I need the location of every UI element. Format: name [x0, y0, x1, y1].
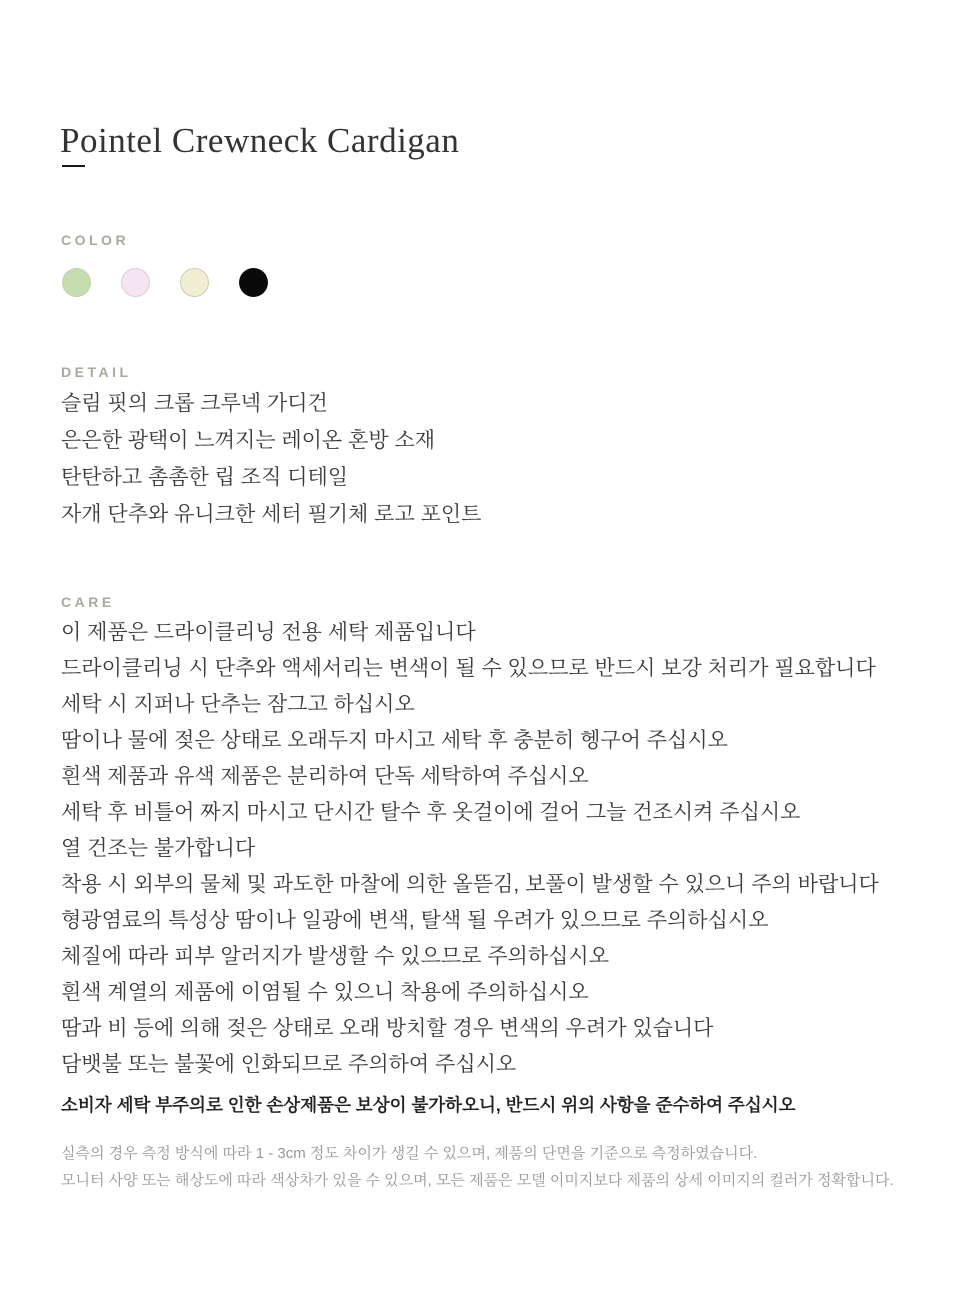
- color-section-label: COLOR: [61, 232, 130, 248]
- care-section-label: CARE: [61, 594, 115, 610]
- care-text-block: [61, 615, 879, 1083]
- footnote-line: 모니터 사양 또는 해상도에 따라 색상차가 있을 수 있으며, 모든 제품은 모델 이미지보다 제품의 상세 이미지의 컬러가 정확합니다.: [61, 1172, 894, 1189]
- care-line: 땀이나 물에 젖은 상태로 오래두지 마시고 세탁 후 충분히 헹구어 주십시오: [61, 729, 728, 752]
- color-swatch-light-green[interactable]: [62, 268, 91, 297]
- care-line: 땀과 비 등에 의해 젖은 상태로 오래 방치할 경우 변색의 우려가 있습니다: [61, 1017, 714, 1040]
- color-swatch-light-pink[interactable]: [121, 268, 150, 297]
- care-line: 흰색 제품과 유색 제품은 분리하여 단독 세탁하여 주십시오: [61, 765, 589, 788]
- color-swatch-black[interactable]: [239, 268, 268, 297]
- footnotes-block: [61, 1140, 894, 1194]
- footnote-line: 실측의 경우 측정 방식에 따라 1 - 3cm 정도 차이가 생길 수 있으며, 제품의 단면을 기준으로 측정하였습니다.: [61, 1145, 758, 1162]
- detail-text-block: [61, 385, 481, 533]
- color-swatch-row: [62, 268, 268, 297]
- care-line: 열 건조는 불가합니다: [61, 837, 256, 860]
- care-line: 세탁 후 비틀어 짜지 마시고 단시간 탈수 후 옷걸이에 걸어 그늘 건조시켜 주십시오: [61, 801, 801, 824]
- care-line: 담뱃불 또는 불꽃에 인화되므로 주의하여 주십시오: [61, 1053, 517, 1076]
- care-line: 세탁 시 지퍼나 단추는 잠그고 하십시오: [61, 693, 415, 716]
- detail-line: 은은한 광택이 느껴지는 레이온 혼방 소재: [61, 429, 436, 452]
- care-line: 착용 시 외부의 물체 및 과도한 마찰에 의한 올뜯김, 보풀이 발생할 수 있으니 주의 바랍니다: [61, 873, 879, 896]
- care-line: 흰색 계열의 제품에 이염될 수 있으니 착용에 주의하십시오: [61, 981, 589, 1004]
- page-title: Pointel Crewneck Cardigan: [60, 121, 460, 161]
- detail-line: 슬림 핏의 크롭 크루넥 가디건: [61, 392, 328, 415]
- care-line: 형광염료의 특성상 땀이나 일광에 변색, 탈색 될 우려가 있으므로 주의하십시오: [61, 909, 769, 932]
- color-swatch-cream[interactable]: [180, 268, 209, 297]
- care-line: 이 제품은 드라이클리닝 전용 세탁 제품입니다: [61, 621, 476, 644]
- care-line: 드라이클리닝 시 단추와 액세서리는 변색이 될 수 있으므로 반드시 보강 처리가 필요합니다: [61, 657, 876, 680]
- detail-line: 자개 단추와 유니크한 세터 필기체 로고 포인트: [61, 503, 482, 526]
- detail-line: 탄탄하고 촘촘한 립 조직 디테일: [61, 466, 349, 489]
- care-warning-text: 소비자 세탁 부주의로 인한 손상제품은 보상이 불가하오니, 반드시 위의 사항을 준수하여 주십시오: [61, 1095, 796, 1115]
- care-line: 체질에 따라 피부 알러지가 발생할 수 있으므로 주의하십시오: [61, 945, 609, 968]
- detail-section-label: DETAIL: [61, 364, 132, 380]
- title-divider: [62, 165, 85, 167]
